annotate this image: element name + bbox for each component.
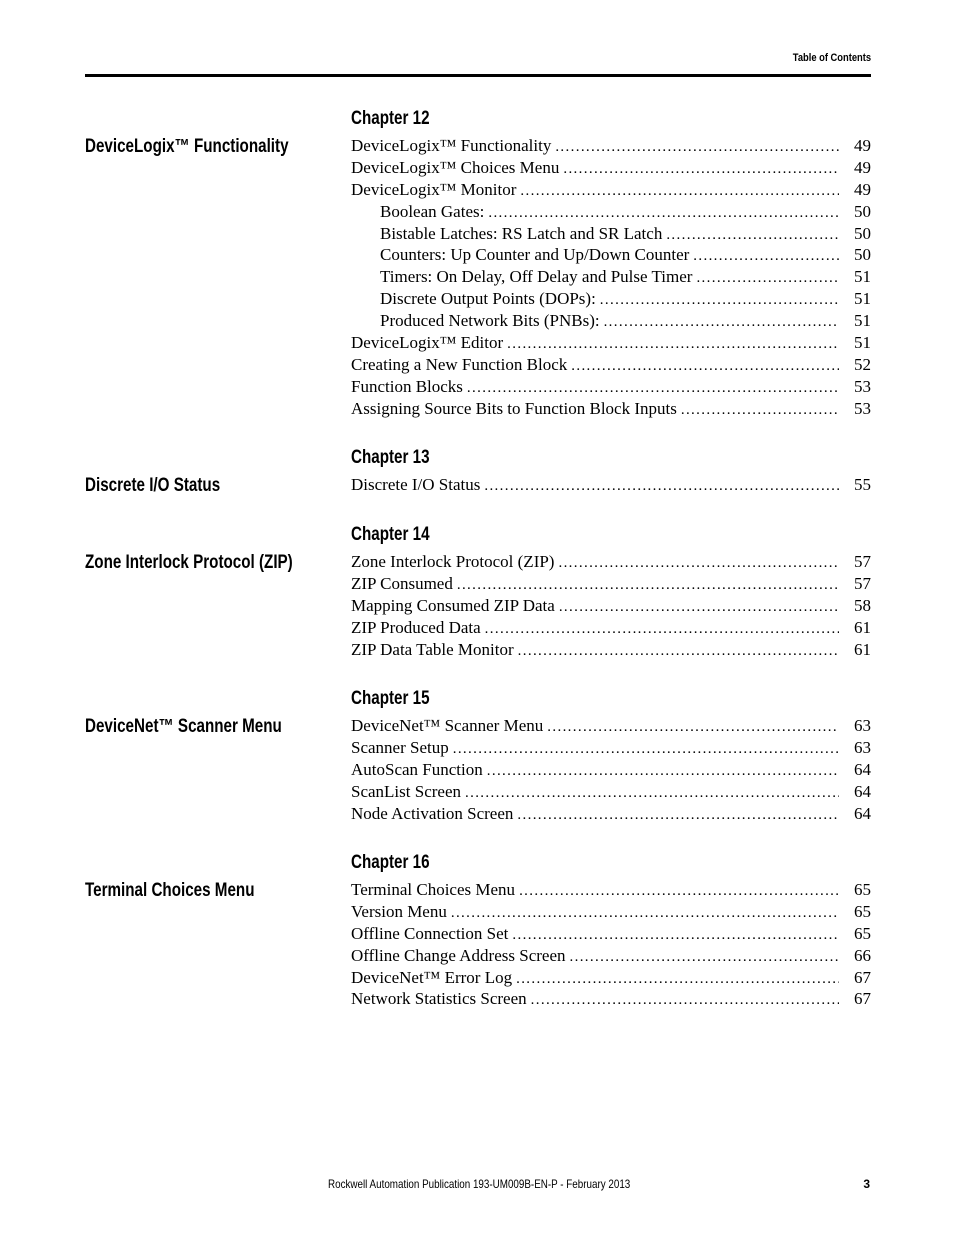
toc-entry-text: DeviceLogix™ Editor xyxy=(351,333,504,353)
toc-dot-leader xyxy=(451,905,839,922)
toc-entry-page: 65 xyxy=(854,901,871,921)
toc-entry[interactable] xyxy=(351,377,871,399)
chapter-label: Chapter 15 xyxy=(351,688,430,709)
toc-dot-leader xyxy=(467,380,839,397)
toc-entry[interactable] xyxy=(351,618,871,640)
toc-dot-leader xyxy=(600,292,839,309)
toc-entry-page: 61 xyxy=(854,617,871,637)
toc-dot-leader xyxy=(485,621,839,638)
chapter-label: Chapter 13 xyxy=(351,447,430,468)
toc-entry-page: 51 xyxy=(854,311,871,331)
toc-dot-leader xyxy=(555,139,839,156)
toc-entry-text: Terminal Choices Menu xyxy=(351,880,516,899)
toc-dot-leader xyxy=(520,183,839,200)
toc-dot-leader xyxy=(570,949,840,966)
toc-entry[interactable] xyxy=(351,355,871,377)
toc-entry-text: Network Statistics Screen xyxy=(351,989,527,1009)
toc-entry[interactable] xyxy=(351,760,871,782)
toc-dot-leader xyxy=(453,741,839,758)
chapter-label: Chapter 12 xyxy=(351,108,430,129)
toc-entry-page: 57 xyxy=(854,573,871,593)
chapter-title: Zone Interlock Protocol (ZIP) xyxy=(85,552,293,573)
toc-dot-leader xyxy=(465,785,839,802)
toc-entry-page: 64 xyxy=(854,781,871,801)
footer-publication: Rockwell Automation Publication 193-UM009B-EN-P - February 2013 xyxy=(328,1177,631,1191)
toc-entry-text: DeviceNet™ Scanner Menu xyxy=(351,716,544,735)
chapter-label: Chapter 16 xyxy=(351,852,430,873)
toc-entry-text: Zone Interlock Protocol (ZIP) xyxy=(351,552,555,571)
toc-entry-page: 49 xyxy=(854,157,871,177)
toc-entry[interactable] xyxy=(351,202,871,224)
toc-entry-page: 66 xyxy=(854,945,871,965)
toc-entry-page: 51 xyxy=(854,333,871,353)
toc-dot-leader xyxy=(487,763,839,780)
toc-entry-text: Node Activation Screen xyxy=(351,803,514,823)
toc-entry-text: Scanner Setup xyxy=(351,737,449,757)
toc-entry[interactable] xyxy=(351,333,871,355)
toc-dot-leader xyxy=(563,161,839,178)
toc-dot-leader xyxy=(516,971,839,988)
toc-entry[interactable] xyxy=(351,180,871,202)
toc-entry-page: 67 xyxy=(854,989,871,1009)
toc-entry[interactable] xyxy=(351,716,871,738)
toc-entry-page: 52 xyxy=(854,354,871,374)
chapter-label: Chapter 14 xyxy=(351,524,430,545)
chapter-title: Terminal Choices Menu xyxy=(85,880,255,901)
toc-entry-page: 53 xyxy=(854,398,871,418)
toc-entry-list xyxy=(351,716,871,825)
toc-dot-leader xyxy=(518,643,839,660)
toc-dot-leader xyxy=(484,478,839,495)
toc-entry-text: Version Menu xyxy=(351,901,447,921)
chapter-title: DeviceLogix™ Functionality xyxy=(85,136,289,157)
toc-entry-page: 51 xyxy=(854,267,871,287)
toc-entry-page: 63 xyxy=(854,716,871,735)
toc-entry-page: 57 xyxy=(854,552,871,571)
toc-dot-leader xyxy=(693,248,839,265)
toc-entry-page: 58 xyxy=(854,595,871,615)
toc-entry[interactable] xyxy=(351,782,871,804)
toc-entry-text: Discrete I/O Status xyxy=(351,475,481,494)
toc-entry[interactable] xyxy=(351,738,871,760)
toc-entry-page: 65 xyxy=(854,923,871,943)
toc-entry-text: Offline Change Address Screen xyxy=(351,945,566,965)
toc-entry[interactable] xyxy=(351,596,871,618)
toc-entry[interactable] xyxy=(351,640,871,662)
toc-entry[interactable] xyxy=(351,989,871,1011)
toc-entry[interactable] xyxy=(351,245,871,267)
toc-entry-text: Bistable Latches: RS Latch and SR Latch xyxy=(380,223,663,243)
footer-page-number: 3 xyxy=(863,1177,870,1191)
toc-entry-page: 64 xyxy=(854,803,871,823)
toc-entry-list xyxy=(351,136,871,421)
toc-entry[interactable] xyxy=(351,399,871,421)
toc-dot-leader xyxy=(512,927,839,944)
toc-entry-page: 65 xyxy=(854,880,871,899)
toc-entry-text: DeviceLogix™ Monitor xyxy=(351,179,517,199)
toc-dot-leader xyxy=(604,314,839,331)
toc-dot-leader xyxy=(681,402,839,419)
toc-dot-leader xyxy=(558,555,839,572)
toc-dot-leader xyxy=(531,992,839,1009)
toc-entry-text: ScanList Screen xyxy=(351,781,461,801)
toc-entry-text: ZIP Data Table Monitor xyxy=(351,639,514,659)
toc-entry-page: 49 xyxy=(854,179,871,199)
toc-entry-page: 61 xyxy=(854,639,871,659)
toc-entry[interactable] xyxy=(351,880,871,902)
toc-entry-page: 51 xyxy=(854,289,871,309)
toc-entry-list xyxy=(351,880,871,1011)
toc-entry[interactable] xyxy=(351,267,871,289)
toc-entry-page: 67 xyxy=(854,967,871,987)
toc-entry-page: 64 xyxy=(854,759,871,779)
toc-entry-text: AutoScan Function xyxy=(351,759,483,779)
toc-entry-page: 53 xyxy=(854,376,871,396)
toc-entry[interactable] xyxy=(351,902,871,924)
toc-dot-leader xyxy=(517,807,839,824)
toc-dot-leader xyxy=(547,719,839,736)
toc-entry[interactable] xyxy=(351,946,871,968)
chapter-title: DeviceNet™ Scanner Menu xyxy=(85,716,282,737)
toc-dot-leader xyxy=(666,227,839,244)
toc-entry[interactable] xyxy=(351,136,871,158)
toc-entry-page: 49 xyxy=(854,136,871,155)
toc-dot-leader xyxy=(559,599,839,616)
toc-entry-page: 50 xyxy=(854,201,871,221)
toc-entry[interactable] xyxy=(351,475,871,497)
toc-entry-text: ZIP Consumed xyxy=(351,573,453,593)
toc-entry-text: Offline Connection Set xyxy=(351,923,509,943)
toc-entry[interactable] xyxy=(351,804,871,826)
chapter-title: Discrete I/O Status xyxy=(85,475,221,496)
toc-entry-text: Produced Network Bits (PNBs): xyxy=(380,311,600,331)
toc-entry-list xyxy=(351,475,871,497)
toc-entry-page: 55 xyxy=(854,475,871,494)
toc-entry-text: Creating a New Function Block xyxy=(351,354,568,374)
toc-dot-leader xyxy=(457,577,839,594)
toc-entry[interactable] xyxy=(351,311,871,333)
toc-entry-text: ZIP Produced Data xyxy=(351,617,481,637)
toc-entry[interactable] xyxy=(351,924,871,946)
toc-entry-text: Boolean Gates: xyxy=(380,201,485,221)
toc-entry-text: Assigning Source Bits to Function Block Inputs xyxy=(351,398,677,418)
toc-dot-leader xyxy=(696,270,839,287)
toc-dot-leader xyxy=(571,358,839,375)
toc-entry[interactable] xyxy=(351,552,871,574)
toc-entry-text: Counters: Up Counter and Up/Down Counter xyxy=(380,245,690,265)
toc-entry-page: 63 xyxy=(854,737,871,757)
toc-entry[interactable] xyxy=(351,224,871,246)
toc-entry-text: Mapping Consumed ZIP Data xyxy=(351,595,555,615)
toc-entry-text: DeviceLogix™ Choices Menu xyxy=(351,157,560,177)
toc-entry[interactable] xyxy=(351,158,871,180)
header-rule xyxy=(85,74,871,77)
toc-entry-text: Function Blocks xyxy=(351,376,463,396)
toc-entry-text: DeviceLogix™ Functionality xyxy=(351,136,552,155)
toc-dot-leader xyxy=(519,883,839,900)
toc-entry-text: DeviceNet™ Error Log xyxy=(351,967,513,987)
toc-entry-page: 50 xyxy=(854,245,871,265)
toc-entry-text: Discrete Output Points (DOPs): xyxy=(380,289,596,309)
toc-entry-list xyxy=(351,552,871,661)
running-header: Table of Contents xyxy=(792,52,871,64)
toc-dot-leader xyxy=(488,205,839,222)
toc-dot-leader xyxy=(507,336,839,353)
toc-entry[interactable] xyxy=(351,289,871,311)
toc-entry[interactable] xyxy=(351,968,871,990)
toc-entry[interactable] xyxy=(351,574,871,596)
toc-entry-text: Timers: On Delay, Off Delay and Pulse Timer xyxy=(380,267,693,287)
toc-entry-page: 50 xyxy=(854,223,871,243)
